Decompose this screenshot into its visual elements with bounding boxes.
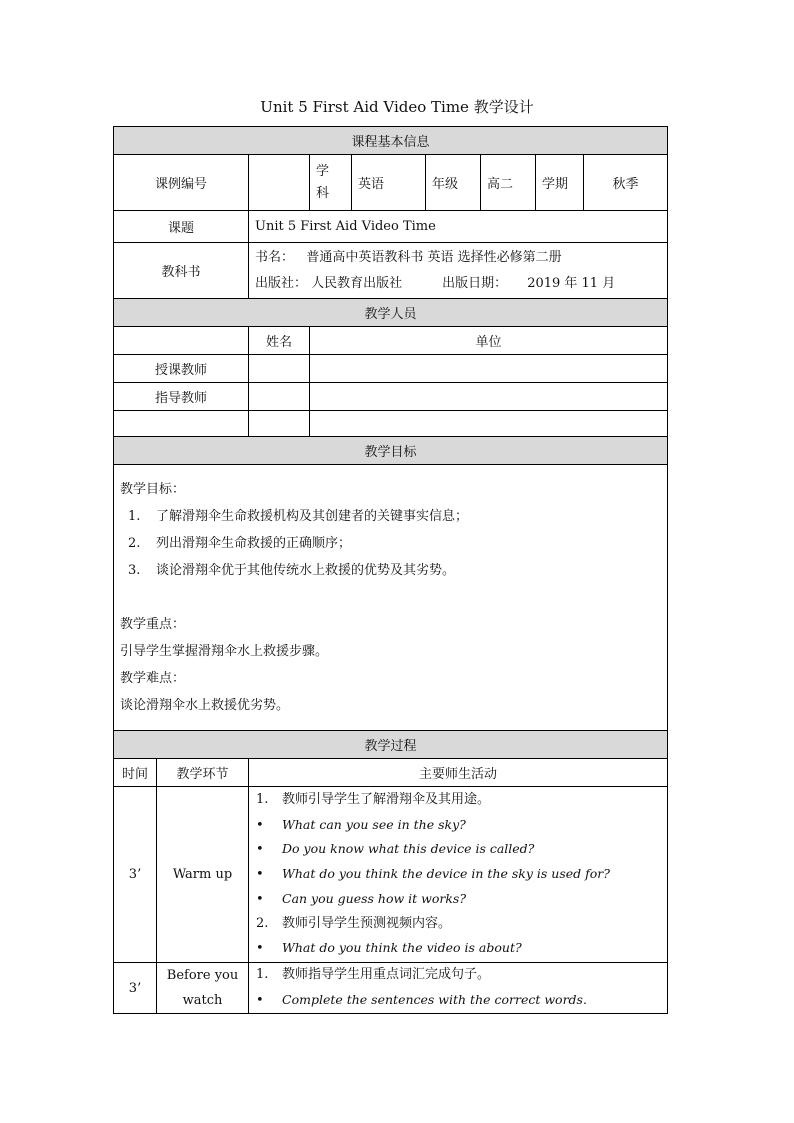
objectives-intro: 教学目标： bbox=[120, 482, 186, 497]
term-label: 学期 bbox=[536, 155, 584, 211]
section-process: 教学过程 bbox=[114, 731, 668, 759]
section-staff: 教学人员 bbox=[114, 299, 668, 327]
objectives-content bbox=[114, 465, 668, 731]
subject-value: 英语 bbox=[352, 155, 426, 211]
topic-label: 课题 bbox=[114, 211, 249, 243]
topic-value: Unit 5 First Aid Video Time bbox=[249, 211, 668, 243]
teacher-unit bbox=[310, 355, 668, 383]
objective-item: 1. 了解滑翔伞生命救援机构及其创建者的关键事实信息； bbox=[128, 509, 469, 524]
difficulty-text: 谈论滑翔伞水上救援优劣势。 bbox=[120, 698, 290, 713]
name-column-header: 姓名 bbox=[249, 327, 310, 355]
row-time: 3’ bbox=[114, 963, 157, 1014]
key-points-text: 引导学生掌握滑翔伞水上救援步骤。 bbox=[120, 644, 329, 659]
teacher-label: 授课教师 bbox=[114, 355, 249, 383]
book-name-line: 书名： 普通高中英语教科书 英语 选择性必修第二册 bbox=[255, 249, 562, 265]
key-points-label: 教学重点： bbox=[120, 617, 186, 632]
term-value: 秋季 bbox=[584, 155, 668, 211]
grade-label: 年级 bbox=[426, 155, 481, 211]
teacher-name bbox=[249, 355, 310, 383]
difficulty-label: 教学难点： bbox=[120, 671, 186, 686]
row-stage: Warm up bbox=[157, 787, 249, 963]
row-activities: 1. 教师引导学生了解滑翔伞及其用途。 • What can you see in the sky? • Do you know what this device is called? • What do you think the device in the sky is used for? • Can you guess how it works? 2. 教师引导学生预测视频内容。 • What do you think the video is about? bbox=[249, 787, 668, 963]
objective-item: 2. 列出滑翔伞生命救援的正确顺序； bbox=[128, 536, 352, 551]
mentor-label: 指导教师 bbox=[114, 383, 249, 411]
grade-value: 高二 bbox=[481, 155, 536, 211]
textbook-info bbox=[249, 243, 668, 299]
lesson-number-label: 课例编号 bbox=[114, 155, 249, 211]
unit-column-header: 单位 bbox=[310, 327, 668, 355]
section-basic-info: 课程基本信息 bbox=[114, 127, 668, 155]
objective-item: 3. 谈论滑翔伞优于其他传统水上救援的优势及其劣势。 bbox=[128, 563, 456, 578]
subject-label: 学 科 bbox=[310, 155, 352, 211]
document-title: Unit 5 First Aid Video Time 教学设计 bbox=[260, 98, 534, 116]
textbook-label: 教科书 bbox=[114, 243, 249, 299]
row-activities: 1. 教师指导学生用重点词汇完成句子。 • Complete the sentences with the correct words. bbox=[249, 963, 668, 1014]
time-column-header: 时间 bbox=[114, 759, 157, 787]
row-time: 3’ bbox=[114, 787, 157, 963]
section-objectives: 教学目标 bbox=[114, 437, 668, 465]
mentor-unit bbox=[310, 383, 668, 411]
lesson-number-value bbox=[249, 155, 310, 211]
stage-column-header: 教学环节 bbox=[157, 759, 249, 787]
table-row bbox=[114, 963, 668, 1014]
publisher-line: 出版社： 人民教育出版社 出版日期： 2019 年 11 月 bbox=[255, 275, 616, 291]
mentor-name bbox=[249, 383, 310, 411]
lesson-plan-table bbox=[113, 126, 668, 1014]
table-row bbox=[114, 787, 668, 963]
activity-column-header: 主要师生活动 bbox=[249, 759, 668, 787]
row-stage: Before you watch bbox=[157, 963, 249, 1014]
